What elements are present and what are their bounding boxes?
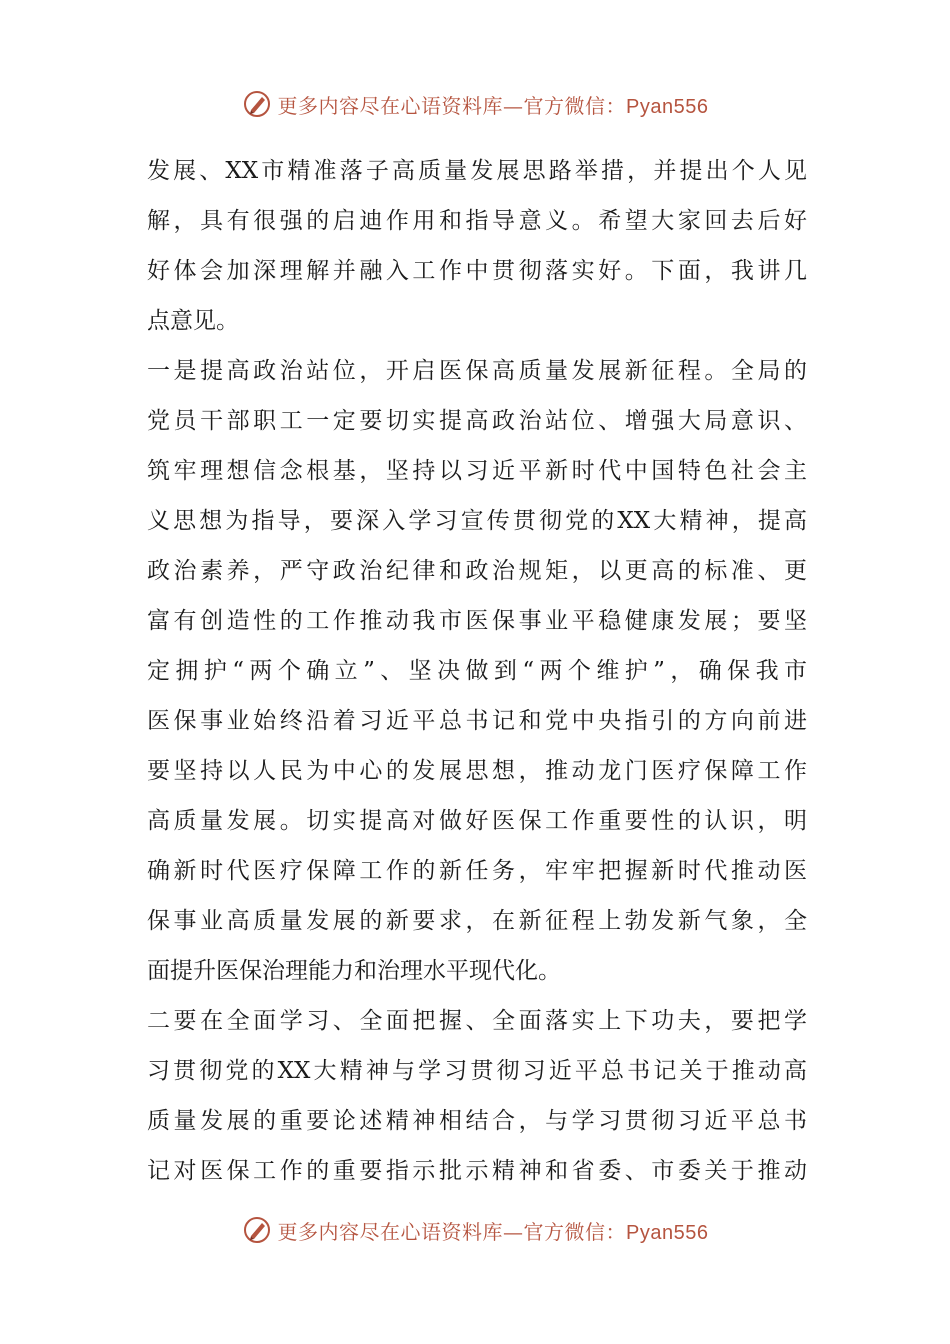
text-line: 记对医保工作的重要指示批示精神和省委、市委关于推动 bbox=[147, 1158, 807, 1184]
text-line: 一是提高政治站位，开启医保高质量发展新征程。全局的 bbox=[147, 358, 807, 384]
text-line: 保事业高质量发展的新要求，在新征程上勃发新气象，全 bbox=[147, 908, 807, 934]
text-line: 医保事业始终沿着习近平总书记和党中央指引的方向前进 bbox=[147, 708, 807, 734]
text-line: 好体会加深理解并融入工作中贯彻落实好。下面，我讲几 bbox=[147, 258, 807, 284]
text-line: 二要在全面学习、全面把握、全面落实上下功夫，要把学 bbox=[147, 1008, 807, 1034]
text-line: 确新时代医疗保障工作的新任务，牢牢把握新时代推动医 bbox=[147, 858, 807, 884]
text-line: 面提升医保治理能力和治理水平现代化。 bbox=[147, 958, 561, 984]
text-line: 党员干部职工一定要切实提高政治站位、增强大局意识、 bbox=[147, 408, 807, 434]
text-line: 点意见。 bbox=[147, 308, 239, 334]
footer-watermark-banner bbox=[0, 1210, 950, 1250]
text-line: 质量发展的重要论述精神相结合，与学习贯彻习近平总书 bbox=[147, 1108, 807, 1134]
header-watermark-banner bbox=[0, 84, 950, 124]
pen-logo-icon bbox=[242, 89, 272, 119]
text-line: 富有创造性的工作推动我市医保事业平稳健康发展；要坚 bbox=[147, 608, 807, 634]
pen-logo-icon bbox=[242, 1215, 272, 1245]
document-body bbox=[147, 146, 807, 1196]
text-line: 筑牢理想信念根基，坚持以习近平新时代中国特色社会主 bbox=[147, 458, 807, 484]
footer-banner-text: 更多内容尽在心语资料库—官方微信： bbox=[277, 1219, 627, 1244]
header-wechat-id: Pyan556 bbox=[626, 95, 709, 118]
footer-wechat-id: Pyan556 bbox=[626, 1221, 709, 1244]
text-line: 高质量发展。切实提高对做好医保工作重要性的认识，明 bbox=[147, 808, 807, 834]
text-line: 解，具有很强的启迪作用和指导意义。希望大家回去后好 bbox=[147, 208, 807, 234]
text-line: 定拥护“两个确立”、坚决做到“两个维护”，确保我市 bbox=[147, 658, 807, 684]
text-line: 习贯彻党的XX大精神与学习贯彻习近平总书记关于推动高 bbox=[147, 1058, 807, 1084]
text-line: 政治素养，严守政治纪律和政治规矩，以更高的标准、更 bbox=[147, 558, 807, 584]
text-line: 义思想为指导，要深入学习宣传贯彻党的XX大精神，提高 bbox=[147, 508, 807, 534]
text-line: 发展、XX市精准落子高质量发展思路举措，并提出个人见 bbox=[147, 158, 807, 184]
header-banner-text: 更多内容尽在心语资料库—官方微信： bbox=[277, 93, 627, 118]
text-line: 要坚持以人民为中心的发展思想，推动龙门医疗保障工作 bbox=[147, 758, 807, 784]
